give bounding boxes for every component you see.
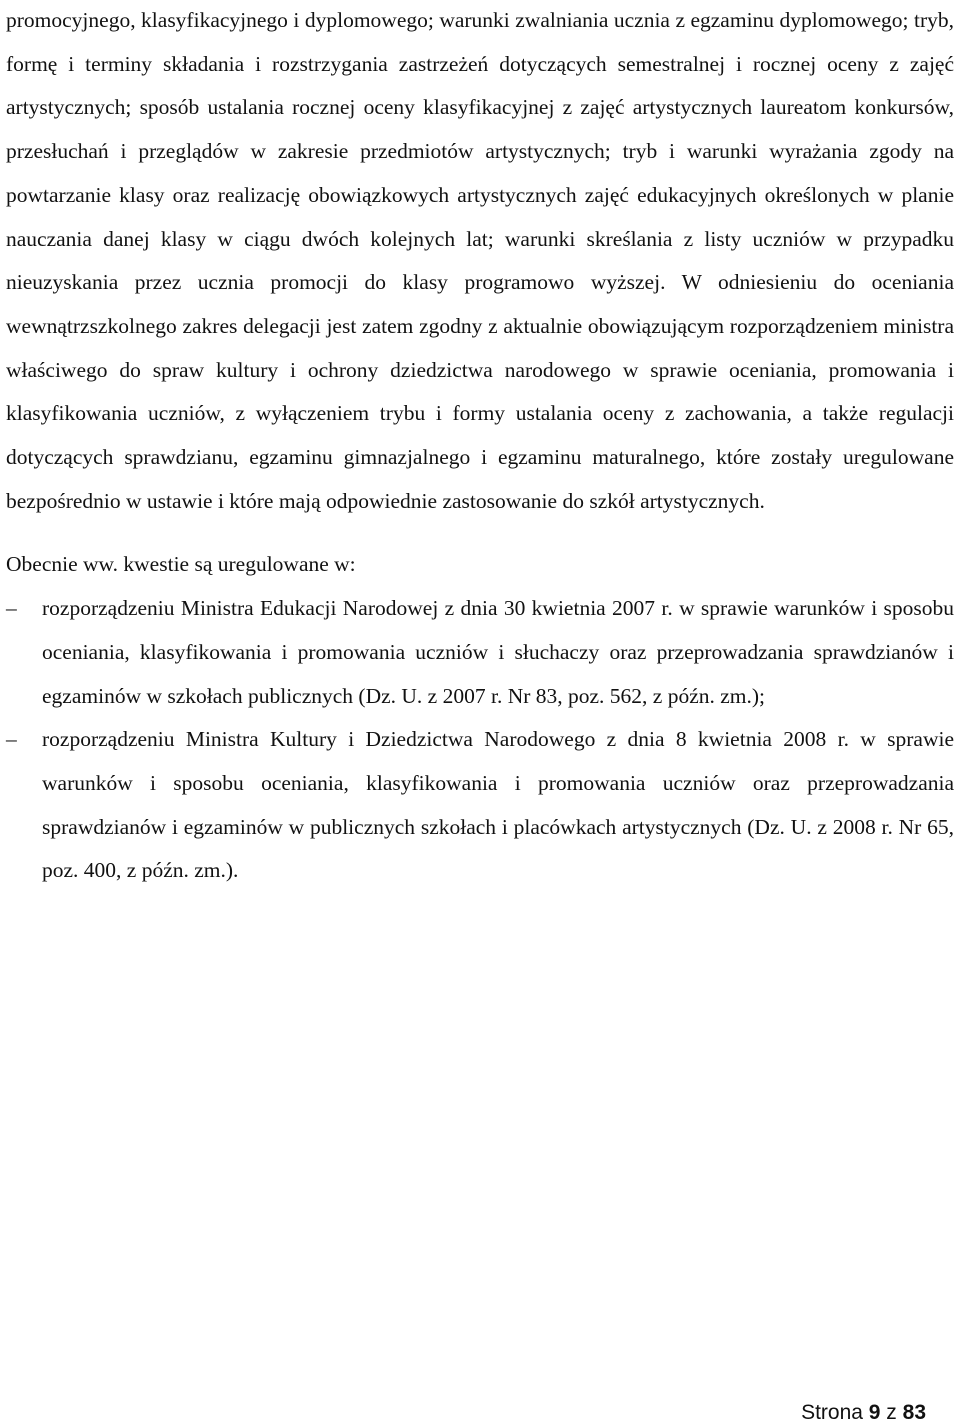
paragraph-oceny: promocyjnego, klasyfikacyjnego i dyplomowego; warunki zwalniania ucznia z egzaminu dyplomowego; tryb, formę i terminy składania i rozstrzygania zastrzeżeń dotyczących semestralnej i rocznej oceny z zajęć artystycznych; sposób ustalania rocznej oceny klasyfikacyjnej z zajęć artystycznych laureatom konkursów, przesłuchań i przeglądów w zakresie przedmiotów artystycznych; tryb i warunki wyrażania zgody na powtarzanie klasy oraz realizację obowiązkowych artystycznych zajęć edukacyjnych określonych w planie nauczania danej klasy w ciągu dwóch kolejnych lat; warunki skreślania z listy uczniów w przypadku nieuzyskania przez ucznia promocji do klasy programowo wyższej. W odniesieniu do oceniania wewnątrzszkolnego zakres delegacji jest zatem zgodny z aktualnie obowiązującym rozporządzeniem ministra właściwego do spraw kultury i ochrony dziedzictwa narodowego w sprawie oceniania, promowania i klasyfikowania uczniów, z wyłączeniem trybu i formy ustalania oceny z zachowania, a także regulacji dotyczących sprawdzianu, egzaminu gimnazjalnego i egzaminu maturalnego, które zostały uregulowane bezpośrednio w ustawie i które mają odpowiednie zastosowanie do szkół artystycznych.: [6, 8, 954, 513]
page-number-prefix: Strona: [801, 1401, 869, 1424]
list-item: [6, 587, 954, 718]
page-number-separator: z: [880, 1401, 903, 1424]
document-page: [6, 0, 954, 893]
list-item-text: rozporządzeniu Ministra Kultury i Dziedzictwa Narodowego z dnia 8 kwietnia 2008 r. w sprawie warunków i sposobu oceniania, klasyfikowania i promowania uczniów oraz przeprowadzania sprawdzianów i egzaminów w publicznych szkołach i placówkach artystycznych (Dz. U. z 2008 r. Nr 65, poz. 400, z późn. zm.).: [42, 727, 954, 883]
dash-bullet: –: [6, 727, 17, 752]
list-item: [6, 718, 954, 893]
dash-bullet: –: [6, 596, 17, 621]
regulations-list: [6, 587, 954, 893]
list-lead: Obecnie ww. kwestie są uregulowane w:: [6, 552, 356, 577]
page-number-total: 83: [902, 1401, 926, 1424]
list-item-text: rozporządzeniu Ministra Edukacji Narodowej z dnia 30 kwietnia 2007 r. w sprawie warunków i sposobu oceniania, klasyfikowania i promowania uczniów i słuchaczy oraz przeprowadzania sprawdzianów i egzaminów w szkołach publicznych (Dz. U. z 2007 r. Nr 83, poz. 562, z późn. zm.);: [42, 596, 954, 708]
page-number-current: 9: [868, 1401, 881, 1424]
page-number: [801, 1398, 926, 1428]
paragraph-spacer: [6, 523, 954, 543]
